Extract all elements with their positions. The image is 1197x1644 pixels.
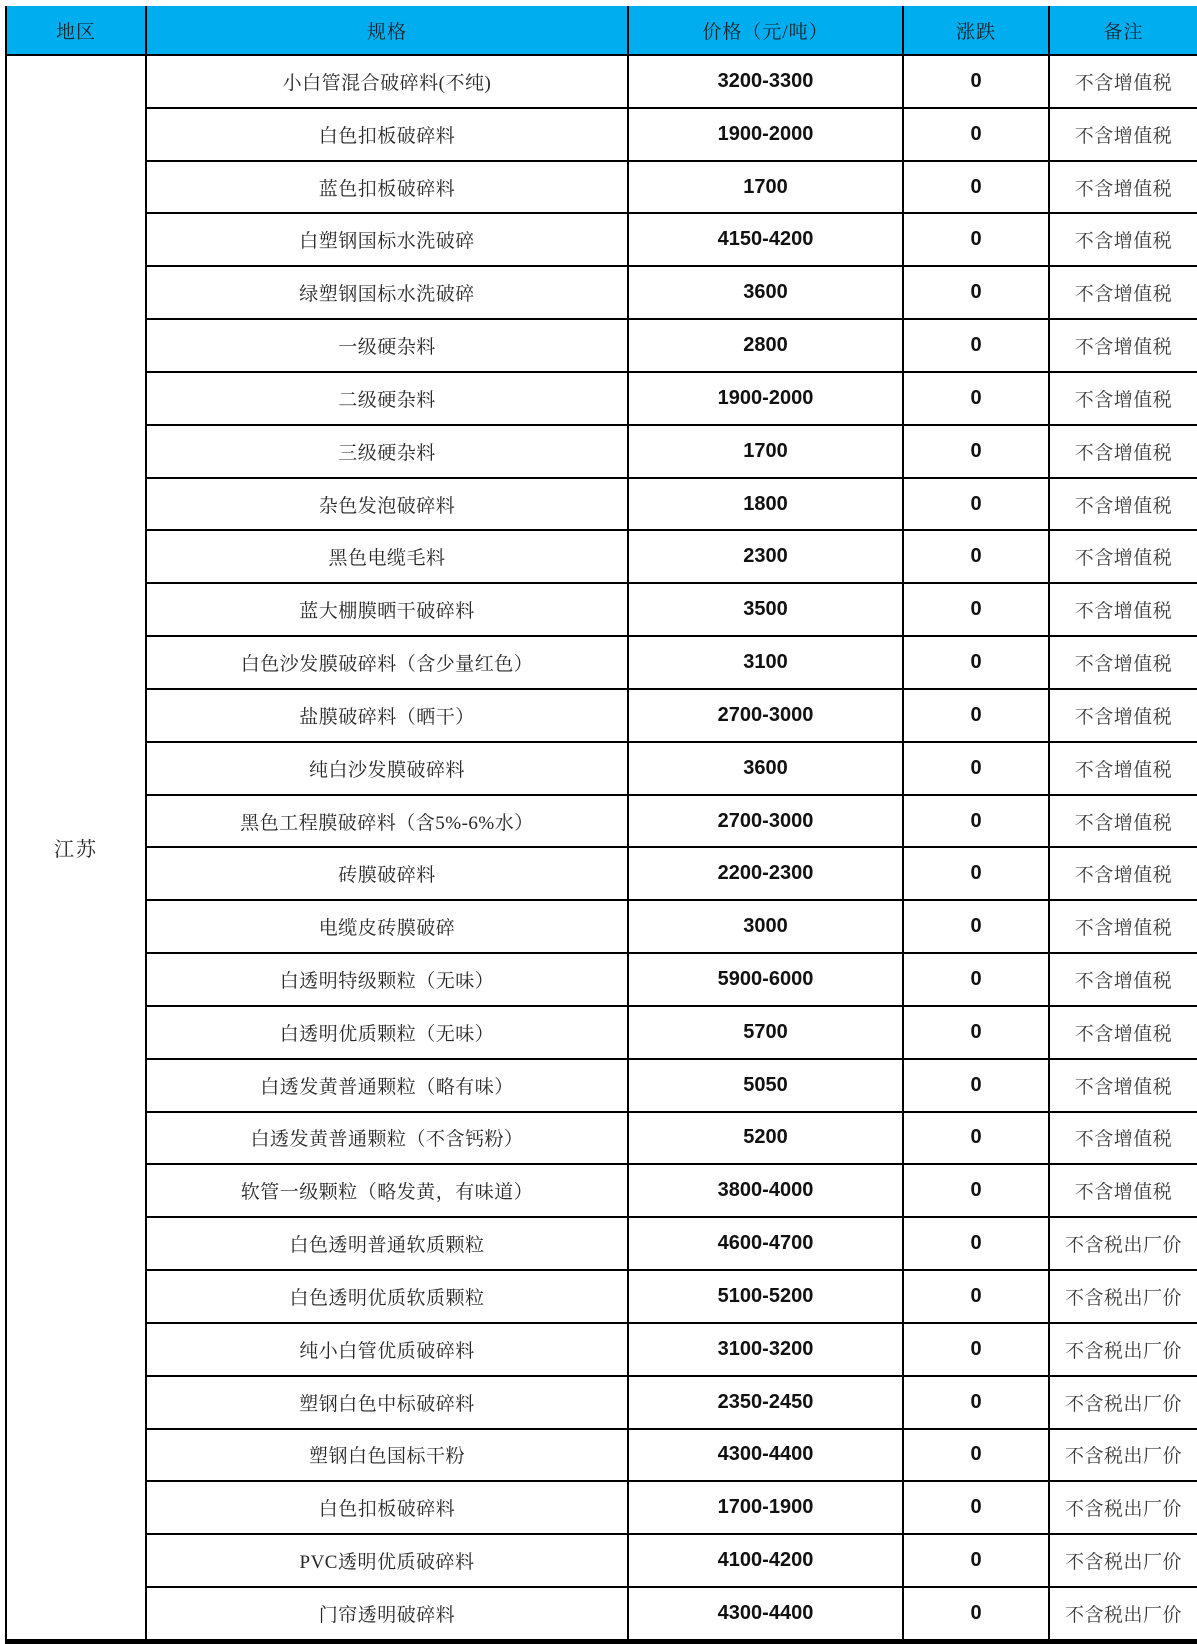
change-cell: 0: [904, 637, 1050, 688]
spec-cell: 二级硬杂料: [147, 373, 629, 424]
price-cell: 3500: [629, 584, 904, 635]
price-cell: 2800: [629, 320, 904, 371]
remark-cell: 不含税出厂价: [1064, 1340, 1182, 1362]
remark-cell: 不含增值税: [1074, 72, 1173, 94]
table-row: [147, 1377, 1197, 1430]
change-cell: 0: [904, 1007, 1050, 1058]
price-cell: 5100-5200: [629, 1271, 904, 1322]
price-cell: 4600-4700: [629, 1218, 904, 1269]
remark-cell: 不含增值税: [1074, 337, 1173, 359]
spec-cell: 白塑钢国标水洗破碎: [147, 214, 629, 265]
change-cell: 0: [904, 954, 1050, 1005]
table-row: [147, 1218, 1197, 1271]
spec-cell: 纯白沙发膜破碎料: [147, 743, 629, 794]
table-row: [147, 637, 1197, 690]
remark-cell: 不含税出厂价: [1064, 1393, 1182, 1415]
table-row: [147, 584, 1197, 637]
price-cell: 1900-2000: [629, 373, 904, 424]
price-cell: 1700-1900: [629, 1482, 904, 1533]
table-row: [147, 690, 1197, 743]
table-row: [147, 531, 1197, 584]
remark-cell: 不含增值税: [1074, 1182, 1173, 1204]
change-cell: 0: [904, 267, 1050, 318]
spec-cell: 电缆皮砖膜破碎: [147, 901, 629, 952]
spec-cell: 白色扣板破碎料: [147, 109, 629, 160]
spec-cell: 软管一级颗粒（略发黄，有味道）: [147, 1165, 629, 1216]
price-cell: 4300-4400: [629, 1588, 904, 1639]
change-cell: 0: [904, 1165, 1050, 1216]
spec-cell: 白色沙发膜破碎料（含少量红色）: [147, 637, 629, 688]
remark-cell: 不含增值税: [1074, 1023, 1173, 1045]
price-cell: 3100: [629, 637, 904, 688]
price-cell: 4150-4200: [629, 214, 904, 265]
spec-cell: PVC透明优质破碎料: [147, 1535, 629, 1586]
remark-cell: 不含税出厂价: [1064, 1604, 1182, 1626]
remark-cell: 不含税出厂价: [1064, 1446, 1182, 1468]
change-cell: 0: [904, 426, 1050, 477]
change-cell: 0: [904, 690, 1050, 741]
change-cell: 0: [904, 1060, 1050, 1111]
table-row: [147, 1588, 1197, 1639]
remark-cell: 不含税出厂价: [1064, 1235, 1182, 1257]
header-change: 涨跌: [904, 6, 1050, 54]
table-row: [147, 901, 1197, 954]
change-cell: 0: [904, 1218, 1050, 1269]
table-row: [147, 109, 1197, 162]
remark-cell: 不含增值税: [1074, 918, 1173, 940]
change-cell: 0: [904, 743, 1050, 794]
change-cell: 0: [904, 1324, 1050, 1375]
change-cell: 0: [904, 1430, 1050, 1481]
table-row: [147, 1482, 1197, 1535]
price-cell: 3600: [629, 267, 904, 318]
change-cell: 0: [904, 901, 1050, 952]
table-row: [147, 56, 1197, 109]
spec-cell: 白色透明普通软质颗粒: [147, 1218, 629, 1269]
table-row: [147, 320, 1197, 373]
table-row: [147, 1113, 1197, 1166]
change-cell: 0: [904, 1377, 1050, 1428]
price-cell: 2200-2300: [629, 848, 904, 899]
remark-cell: 不含增值税: [1074, 389, 1173, 411]
price-cell: 2300: [629, 531, 904, 582]
change-cell: 0: [904, 320, 1050, 371]
change-cell: 0: [904, 373, 1050, 424]
price-cell: 3600: [629, 743, 904, 794]
table-row: [147, 954, 1197, 1007]
remark-cell: 不含增值税: [1074, 178, 1173, 200]
header-price: 价格（元/吨）: [629, 6, 904, 54]
spec-cell: 盐膜破碎料（晒干）: [147, 690, 629, 741]
spec-cell: 砖膜破碎料: [147, 848, 629, 899]
change-cell: 0: [904, 1271, 1050, 1322]
change-cell: 0: [904, 848, 1050, 899]
remark-cell: 不含增值税: [1074, 865, 1173, 887]
remark-cell: 不含增值税: [1074, 548, 1173, 570]
change-cell: 0: [904, 1588, 1050, 1639]
price-cell: 4300-4400: [629, 1430, 904, 1481]
spec-cell: 黑色电缆毛料: [147, 531, 629, 582]
remark-cell: 不含增值税: [1074, 284, 1173, 306]
table-row: [147, 373, 1197, 426]
spec-cell: 塑钢白色国标干粉: [147, 1430, 629, 1481]
price-cell: 5200: [629, 1113, 904, 1164]
change-cell: 0: [904, 109, 1050, 160]
table-header-row: [7, 6, 1197, 56]
table-row: [147, 1535, 1197, 1588]
price-cell: 1700: [629, 162, 904, 213]
price-cell: 2350-2450: [629, 1377, 904, 1428]
spec-cell: 白透明优质颗粒（无味）: [147, 1007, 629, 1058]
table-row: [147, 479, 1197, 532]
header-region: 地区: [7, 6, 147, 54]
remark-cell: 不含增值税: [1074, 125, 1173, 147]
table-rows: [147, 56, 1197, 1639]
price-cell: 5900-6000: [629, 954, 904, 1005]
change-cell: 0: [904, 214, 1050, 265]
spec-cell: 绿塑钢国标水洗破碎: [147, 267, 629, 318]
table-row: [147, 214, 1197, 267]
remark-cell: 不含增值税: [1074, 759, 1173, 781]
change-cell: 0: [904, 1482, 1050, 1533]
table-row: [147, 1271, 1197, 1324]
table-body: [7, 56, 1197, 1639]
remark-cell: 不含增值税: [1074, 495, 1173, 517]
spec-cell: 三级硬杂料: [147, 426, 629, 477]
remark-cell: 不含增值税: [1074, 601, 1173, 623]
remark-cell: 不含增值税: [1074, 812, 1173, 834]
price-cell: 2700-3000: [629, 690, 904, 741]
spec-cell: 蓝大棚膜晒干破碎料: [147, 584, 629, 635]
table-row: [147, 426, 1197, 479]
spec-cell: 小白管混合破碎料(不纯): [147, 56, 629, 107]
remark-cell: 不含税出厂价: [1064, 1287, 1182, 1309]
change-cell: 0: [904, 1113, 1050, 1164]
spec-cell: 黑色工程膜破碎料（含5%-6%水）: [147, 796, 629, 847]
price-cell: 5050: [629, 1060, 904, 1111]
spec-cell: 塑钢白色中标破碎料: [147, 1377, 629, 1428]
price-cell: 3200-3300: [629, 56, 904, 107]
remark-cell: 不含增值税: [1074, 970, 1173, 992]
change-cell: 0: [904, 1535, 1050, 1586]
price-cell: 4100-4200: [629, 1535, 904, 1586]
price-cell: 1900-2000: [629, 109, 904, 160]
change-cell: 0: [904, 796, 1050, 847]
spec-cell: 白色透明优质软质颗粒: [147, 1271, 629, 1322]
region-cell: 江苏: [7, 56, 147, 1639]
change-cell: 0: [904, 162, 1050, 213]
table-row: [147, 1324, 1197, 1377]
spec-cell: 纯小白管优质破碎料: [147, 1324, 629, 1375]
header-spec: 规格: [147, 6, 629, 54]
table-row: [147, 796, 1197, 849]
remark-cell: 不含税出厂价: [1064, 1552, 1182, 1574]
table-row: [147, 162, 1197, 215]
price-cell: 1800: [629, 479, 904, 530]
table-row: [147, 1007, 1197, 1060]
price-cell: 5700: [629, 1007, 904, 1058]
header-remark: 备注: [1103, 21, 1144, 43]
table-row: [147, 1060, 1197, 1113]
price-cell: 3800-4000: [629, 1165, 904, 1216]
spec-cell: 蓝色扣板破碎料: [147, 162, 629, 213]
change-cell: 0: [904, 584, 1050, 635]
spec-cell: 白透发黄普通颗粒（略有味）: [147, 1060, 629, 1111]
spec-cell: 门帘透明破碎料: [147, 1588, 629, 1639]
table-row: [147, 848, 1197, 901]
price-cell: 3100-3200: [629, 1324, 904, 1375]
spec-cell: 白透明特级颗粒（无味）: [147, 954, 629, 1005]
spec-cell: 白色扣板破碎料: [147, 1482, 629, 1533]
remark-cell: 不含税出厂价: [1064, 1499, 1182, 1521]
price-cell: 2700-3000: [629, 796, 904, 847]
remark-cell: 不含增值税: [1074, 1129, 1173, 1151]
price-cell: 1700: [629, 426, 904, 477]
remark-cell: 不含增值税: [1074, 442, 1173, 464]
spec-cell: 白透发黄普通颗粒（不含钙粉）: [147, 1113, 629, 1164]
change-cell: 0: [904, 479, 1050, 530]
table-row: [147, 1430, 1197, 1483]
spec-cell: 杂色发泡破碎料: [147, 479, 629, 530]
spec-cell: 一级硬杂料: [147, 320, 629, 371]
price-cell: 3000: [629, 901, 904, 952]
table-row: [147, 1165, 1197, 1218]
remark-cell: 不含增值税: [1074, 231, 1173, 253]
remark-cell: 不含增值税: [1074, 654, 1173, 676]
remark-cell: 不含增值税: [1074, 1076, 1173, 1098]
table-row: [147, 267, 1197, 320]
change-cell: 0: [904, 56, 1050, 107]
table-row: [147, 743, 1197, 796]
change-cell: 0: [904, 531, 1050, 582]
price-table: [5, 6, 1197, 1644]
remark-cell: 不含增值税: [1074, 706, 1173, 728]
